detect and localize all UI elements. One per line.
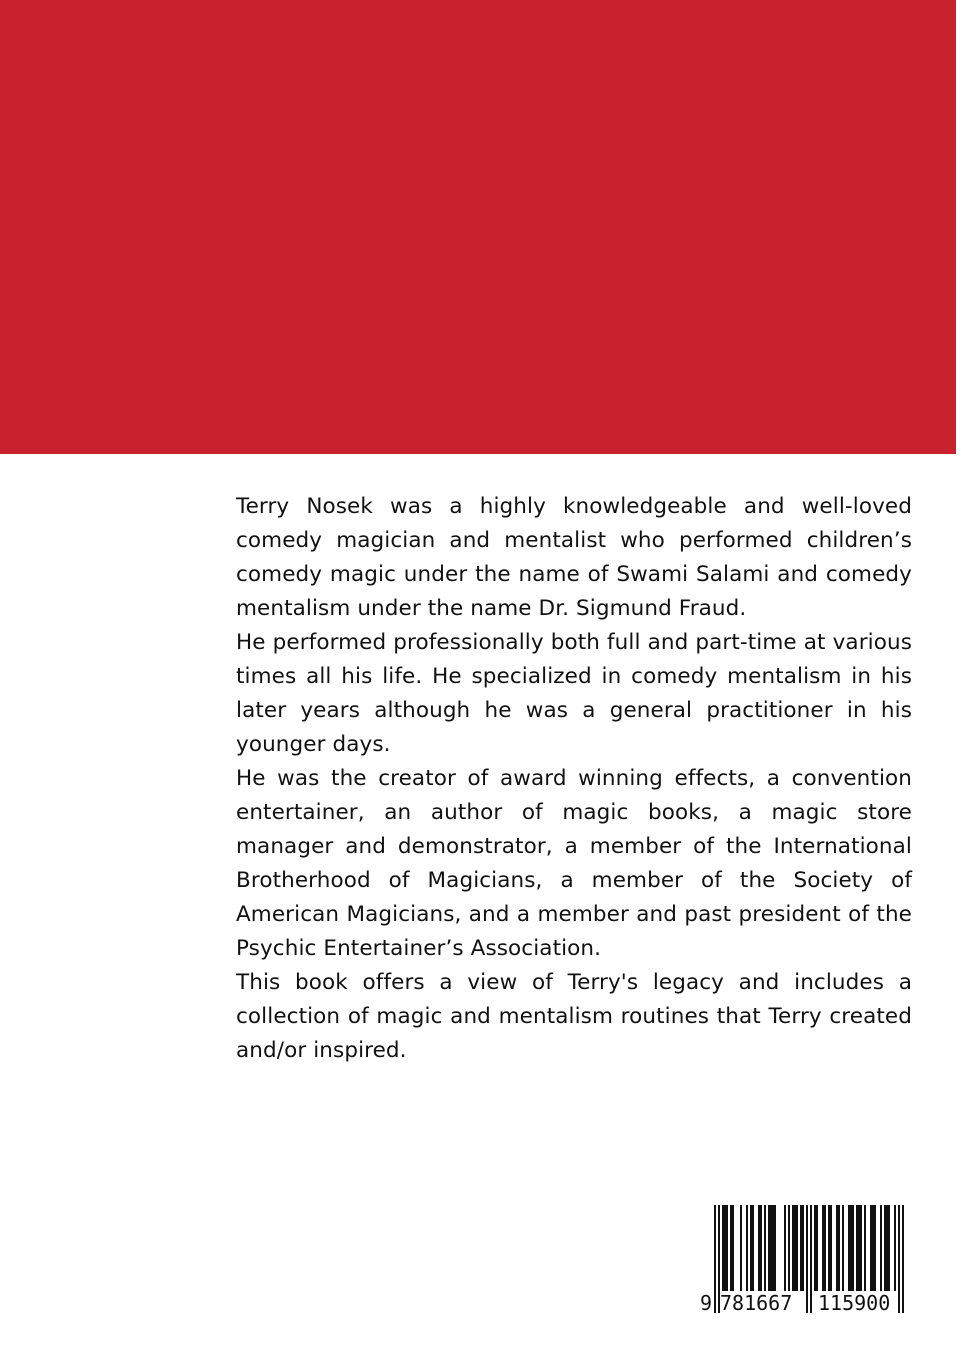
barcode-bar xyxy=(802,1205,804,1291)
barcode-bar xyxy=(794,1205,796,1291)
barcode-bar xyxy=(788,1205,790,1291)
barcode-bar xyxy=(824,1205,826,1291)
isbn-barcode xyxy=(700,1203,914,1315)
barcode-bar xyxy=(806,1205,808,1313)
barcode-bar xyxy=(870,1205,872,1291)
barcode-bar xyxy=(714,1205,716,1313)
barcode-bar xyxy=(816,1205,818,1291)
barcode-bar xyxy=(814,1205,816,1291)
barcode-bar xyxy=(830,1205,832,1291)
barcode-bar xyxy=(752,1205,754,1291)
barcode-bar xyxy=(850,1205,852,1291)
barcode-bar xyxy=(864,1205,866,1291)
barcode-bar xyxy=(888,1205,890,1291)
barcode-left-digits: 781667 xyxy=(720,1291,793,1315)
barcode-bar xyxy=(774,1205,776,1291)
barcode-bar xyxy=(760,1205,762,1291)
barcode-bar xyxy=(772,1205,774,1291)
barcode-bar xyxy=(768,1205,770,1291)
barcode-bar xyxy=(874,1205,876,1291)
barcode-bar xyxy=(886,1205,888,1291)
barcode-bar xyxy=(810,1205,812,1313)
barcode-bar xyxy=(872,1205,874,1291)
barcode-bar xyxy=(880,1205,882,1291)
barcode-bar xyxy=(842,1205,844,1291)
blurb-paragraph-2: He performed professionally both full and part-time at various times all his life. He specialized in comedy mentalism in his later years although he was a general practitioner in his younger days. xyxy=(236,630,912,757)
barcode-bar xyxy=(726,1205,728,1291)
barcode-bar xyxy=(746,1205,748,1291)
barcode-bar xyxy=(822,1205,824,1291)
barcode-bar xyxy=(852,1205,854,1291)
barcode-bar xyxy=(724,1205,726,1291)
barcode-bar xyxy=(740,1205,742,1291)
barcode-bar xyxy=(800,1205,802,1291)
barcode-bar xyxy=(858,1205,860,1291)
barcode-bar xyxy=(828,1205,830,1291)
barcode-bar xyxy=(730,1205,732,1291)
barcode-bar xyxy=(732,1205,734,1291)
barcode-bar xyxy=(770,1205,772,1291)
barcode-bar xyxy=(764,1205,766,1291)
barcode-bar xyxy=(722,1205,724,1291)
barcode-bar xyxy=(836,1205,838,1291)
barcode-bar xyxy=(898,1205,900,1313)
blurb-paragraph-1: Terry Nosek was a highly knowledgeable and well-loved comedy magician and mentalist who performed children’s comedy magic under the name of Swami Salami and comedy mentalism under the name Dr. Sigmund Fraud. xyxy=(236,494,912,621)
barcode-bar xyxy=(750,1205,752,1291)
barcode-bar xyxy=(856,1205,858,1291)
barcode-bar xyxy=(902,1205,904,1313)
barcode-bar xyxy=(792,1205,794,1291)
barcode-bar xyxy=(796,1205,798,1291)
barcode-bar xyxy=(884,1205,886,1291)
cover-color-band xyxy=(0,0,956,454)
barcode-right-digits: 115900 xyxy=(818,1291,891,1315)
barcode-bar xyxy=(758,1205,760,1291)
back-cover-blurb xyxy=(236,490,912,1068)
barcode-bar xyxy=(860,1205,862,1291)
barcode-bar xyxy=(784,1205,786,1291)
barcode-lead-digit: 9 xyxy=(700,1291,713,1315)
barcode-bar xyxy=(848,1205,850,1291)
blurb-paragraph-4: This book offers a view of Terry's legacy and includes a collection of magic and mentalism routines that Terry created and/or inspired. xyxy=(236,970,912,1063)
blurb-paragraph-3: He was the creator of award winning effects, a convention entertainer, an author of magic books, a magic store manager and demonstrator, a member of the International Brotherhood of Magicians, a member of the Society of American Magicians, and a member and past president of the Psychic Entertainer’s Association. xyxy=(236,766,912,961)
barcode-bar xyxy=(894,1205,896,1291)
barcode-bar xyxy=(838,1205,840,1291)
